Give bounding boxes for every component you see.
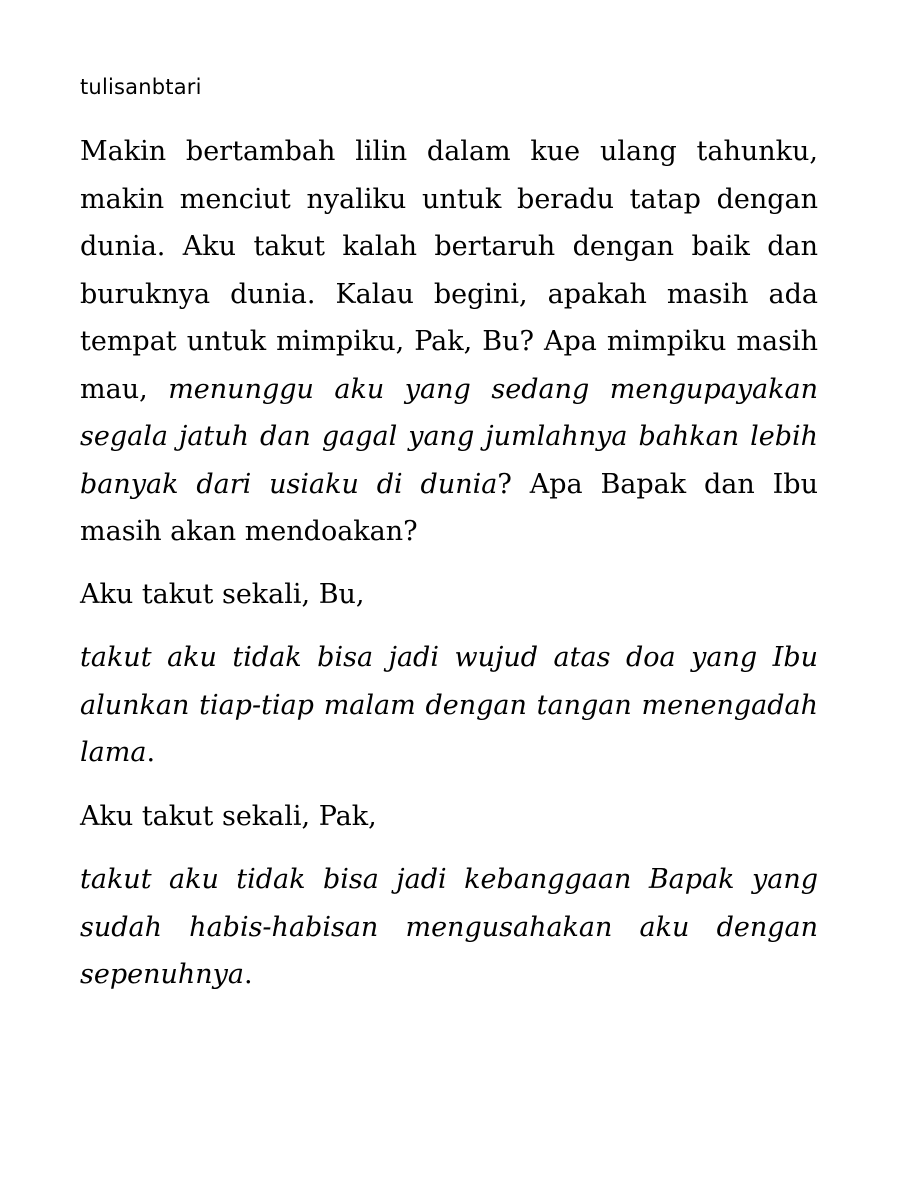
paragraph-3	[80, 634, 818, 777]
author-handle: tulisanbtari	[80, 75, 202, 99]
paragraph-1	[80, 128, 818, 556]
paragraph-3-end: .	[146, 737, 156, 768]
paragraph-4: Aku takut sekali, Pak,	[80, 800, 377, 832]
paragraph-1-italic: menunggu aku yang sedang mengupayakan segala jatuh dan gagal yang jumlahnya bahkan lebih banyak dari usiaku di dunia	[80, 373, 818, 500]
paragraph-1-end: ? Apa Bapak dan Ibu masih akan mendoakan?	[80, 468, 818, 547]
paragraph-5-end: .	[244, 959, 253, 990]
paragraph-2: Aku takut sekali, Bu,	[80, 578, 365, 610]
paragraph-5	[80, 856, 818, 999]
paragraph-3-italic: takut aku tidak bisa jadi wujud atas doa yang Ibu alunkan tiap-tiap malam dengan tangan menengadah lama	[80, 642, 818, 768]
poem-body	[80, 128, 818, 1015]
paragraph-1-text: Makin bertambah lilin dalam kue ulang tahunku, makin menciut nyaliku untuk beradu tatap dengan dunia. Aku takut kalah bertaruh dengan baik dan buruknya dunia. Kalau begini, apakah masih ada tempat untuk mimpiku, Pak, Bu? Apa mimpiku masih mau,	[80, 136, 818, 405]
paragraph-5-italic: takut aku tidak bisa jadi kebanggaan Bapak yang sudah habis-habisan mengusahakan aku dengan sepenuhnya	[80, 864, 818, 990]
